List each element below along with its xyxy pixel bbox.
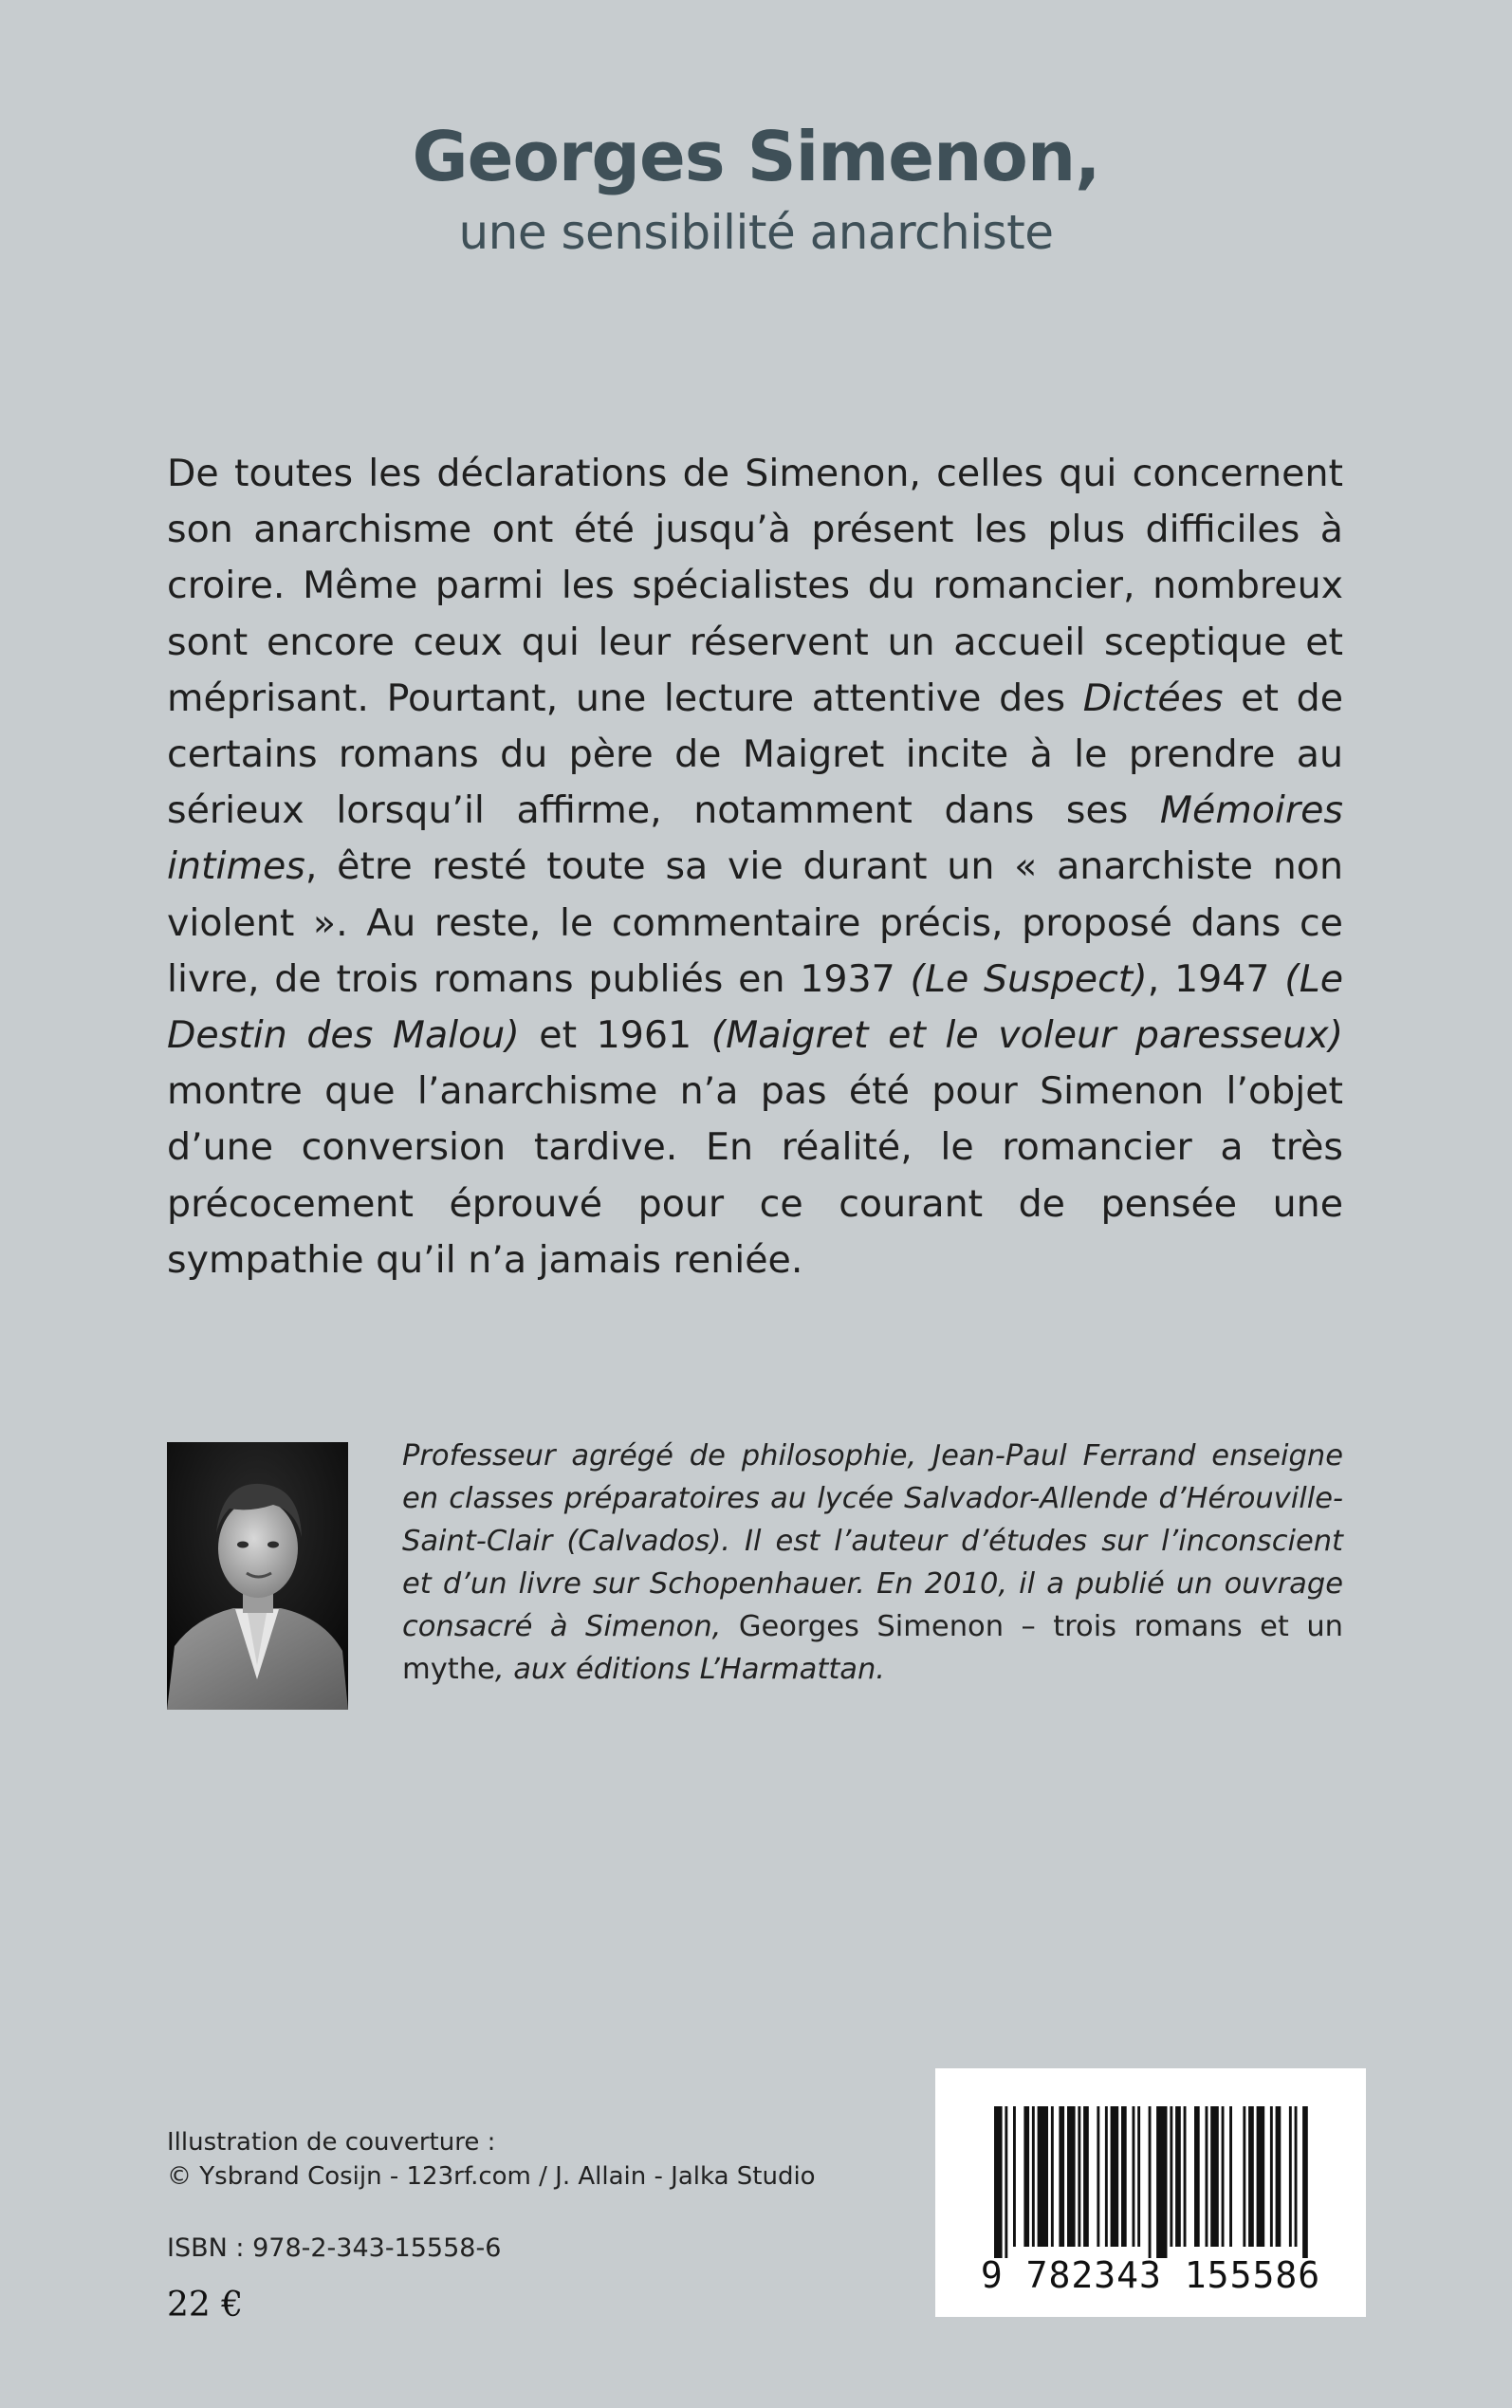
barcode-bar: [1229, 2106, 1232, 2247]
barcode-bar: [1059, 2106, 1064, 2247]
synopsis-text: et 1961: [519, 1013, 711, 1058]
synopsis-text: , 1947: [1147, 956, 1285, 1001]
synopsis-italic-maigret: (Maigret et le voleur paresseux): [710, 1013, 1344, 1058]
barcode-bar: [1222, 2106, 1225, 2247]
synopsis-text: et de certains romans du père de Maigret incite à le prendre au sérieux lorsqu’il affirme, notamment dans ses: [167, 676, 1343, 833]
barcode-digits: 9 782343 155586: [980, 2254, 1321, 2296]
barcode-bar: [1270, 2106, 1273, 2247]
credits-label: Illustration de couverture :: [167, 2128, 496, 2157]
barcode-bar: [1051, 2106, 1054, 2247]
barcode-bar: [1175, 2106, 1181, 2247]
barcode-bar: [1243, 2106, 1245, 2247]
barcode-bar: [1184, 2106, 1187, 2247]
barcode-bar: [1137, 2106, 1140, 2247]
author-portrait-icon: [167, 1442, 348, 1710]
barcode-bar: [1210, 2106, 1219, 2247]
bio-book-title: Georges Simenon – trois romans et un mythe: [402, 1610, 1343, 1686]
barcode-bar: [1013, 2106, 1016, 2247]
synopsis-italic-suspect: (Le Suspect): [910, 956, 1148, 1001]
barcode: [935, 2068, 1366, 2317]
author-bio: [402, 1435, 1343, 1691]
barcode-bar: [1149, 2106, 1152, 2258]
barcode-bar: [1032, 2106, 1035, 2247]
barcode-bar: [1295, 2106, 1298, 2247]
isbn: ISBN : 978-2-343-15558-6: [167, 2233, 502, 2263]
barcode-bar: [1121, 2106, 1127, 2247]
synopsis-italic-malou: (Le Destin des Malou): [167, 956, 1344, 1058]
synopsis-italic-dictees: Dictées: [1082, 676, 1224, 720]
barcode-bar: [1133, 2106, 1135, 2247]
author-photo: [167, 1442, 348, 1710]
book-title: Georges Simenon,: [412, 117, 1100, 196]
barcode-bar: [1257, 2106, 1265, 2247]
barcode-bar: [1170, 2106, 1172, 2247]
synopsis-text: De toutes les déclarations de Simenon, celles qui concernent son anarchisme ont été jusqu’à présent les plus difficiles à croire. Même parmi les spécialistes du romancier, nombreux sont encore ceux qui leur réservent un accueil sceptique et méprisant. Pourtant, une lecture attentive des: [167, 452, 1343, 720]
barcode-bar: [1206, 2106, 1208, 2247]
synopsis: [167, 446, 1343, 1288]
barcode-bar: [1067, 2106, 1076, 2247]
barcode-bar: [1097, 2106, 1099, 2247]
barcode-bar: [1105, 2106, 1108, 2247]
price: 22 €: [167, 2286, 244, 2325]
bio-text: Professeur agrégé de philosophie, Jean-Paul Ferrand enseigne en classes préparatoires au lycée Salvador-Allende d’Hérouville-Saint-Clair (Calvados). Il est l’auteur d’études sur l’inconscient et d’un livre sur Schopenhauer. En 2010, il a publié un ouvrage consacré à Simenon,: [402, 1439, 1343, 1643]
bio-text: , aux éditions L’Harmattan.: [494, 1653, 885, 1686]
barcode-bar: [1005, 2106, 1007, 2258]
synopsis-italic-memoires: Mémoires intimes: [167, 788, 1343, 889]
barcode-bar: [1276, 2106, 1282, 2247]
barcode-bar: [1111, 2106, 1119, 2247]
barcode-bar: [1194, 2106, 1200, 2247]
cover-credits: [167, 2125, 816, 2194]
barcode-bar: [994, 2106, 1003, 2258]
barcode-bar: [1156, 2106, 1167, 2258]
credits-value: © Ysbrand Cosijn - 123rf.com / J. Allain - Jalka Studio: [167, 2162, 816, 2191]
barcode-bar: [1038, 2106, 1048, 2247]
title-block: [0, 114, 1512, 264]
synopsis-text: , être resté toute sa vie durant un « anarchiste non violent ». Au reste, le commentaire précis, proposé dans ce livre, de trois romans publiés en 1937: [167, 844, 1343, 1001]
book-subtitle: une sensibilité anarchiste: [458, 205, 1054, 260]
barcode-bar: [1302, 2106, 1308, 2258]
barcode-bar: [1078, 2106, 1080, 2247]
barcode-bar: [1289, 2106, 1292, 2247]
barcode-bar: [1023, 2106, 1029, 2247]
synopsis-text: montre que l’anarchisme n’a pas été pour Simenon l’objet d’une conversion tardive. En réalité, le romancier a très précocement éprouvé pour ce courant de pensée une sympathie qu’il n’a jamais reniée.: [167, 1069, 1343, 1282]
barcode-bar: [1083, 2106, 1089, 2247]
barcode-bar: [1248, 2106, 1254, 2247]
